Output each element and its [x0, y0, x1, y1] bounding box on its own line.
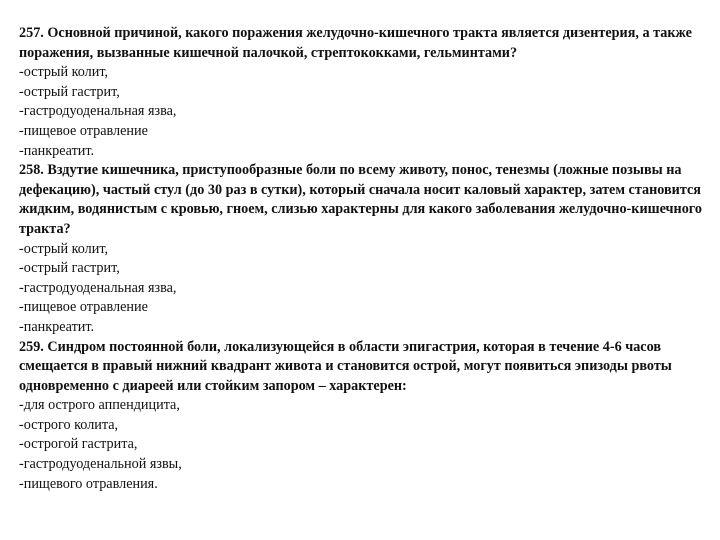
answer-option: -пищевое отравление	[19, 299, 148, 316]
answer-option: -гастродуоденальная язва,	[19, 103, 177, 120]
answer-option: -пищевого отравления.	[19, 475, 158, 492]
answer-option: -панкреатит.	[19, 318, 95, 335]
answer-option: -острого колита,	[19, 416, 119, 433]
answer-option: -панкреатит.	[19, 142, 95, 159]
answer-options	[19, 240, 714, 338]
answer-option: -острый колит,	[19, 240, 109, 257]
question-text: 259. Синдром постоянной боли, локализующейся в области эпигастрия, которая в течение 4-6 часов смещается в правый нижний квадрант живота и становится острой, могут появиться эпизоды рвоты одновременно с диареей или стойким запором – характерен:	[19, 338, 672, 394]
answer-option: -острый гастрит,	[19, 83, 120, 100]
question-text: 257. Основной причиной, какого поражения желудочно-кишечного тракта является дизентерия, а также поражения, вызванные кишечной палочкой, стрептококками, гельминтами?	[19, 25, 692, 61]
question-257	[19, 24, 714, 161]
answer-option: -гастродуоденальной язвы,	[19, 456, 182, 473]
answer-option: -острогой гастрита,	[19, 436, 138, 453]
question-259	[19, 338, 714, 495]
answer-options	[19, 396, 714, 494]
document-text	[19, 24, 714, 494]
answer-option: -острый гастрит,	[19, 260, 120, 277]
answer-option: -гастродуоденальная язва,	[19, 279, 177, 296]
answer-options	[19, 63, 714, 161]
answer-option: -пищевое отравление	[19, 122, 148, 139]
question-text: 258. Вздутие кишечника, приступообразные боли по всему животу, понос, тенезмы (ложные позывы на дефекацию), частый стул (до 30 раз в сутки), который сначала носит каловый характер, затем становится жидким, водянистым с кровью, гноем, слизью характерны для какого заболевания желудочно-кишечного тракта?	[19, 162, 702, 237]
question-258	[19, 161, 714, 337]
answer-option: -острый колит,	[19, 64, 109, 81]
answer-option: -для острого аппендицита,	[19, 397, 180, 414]
